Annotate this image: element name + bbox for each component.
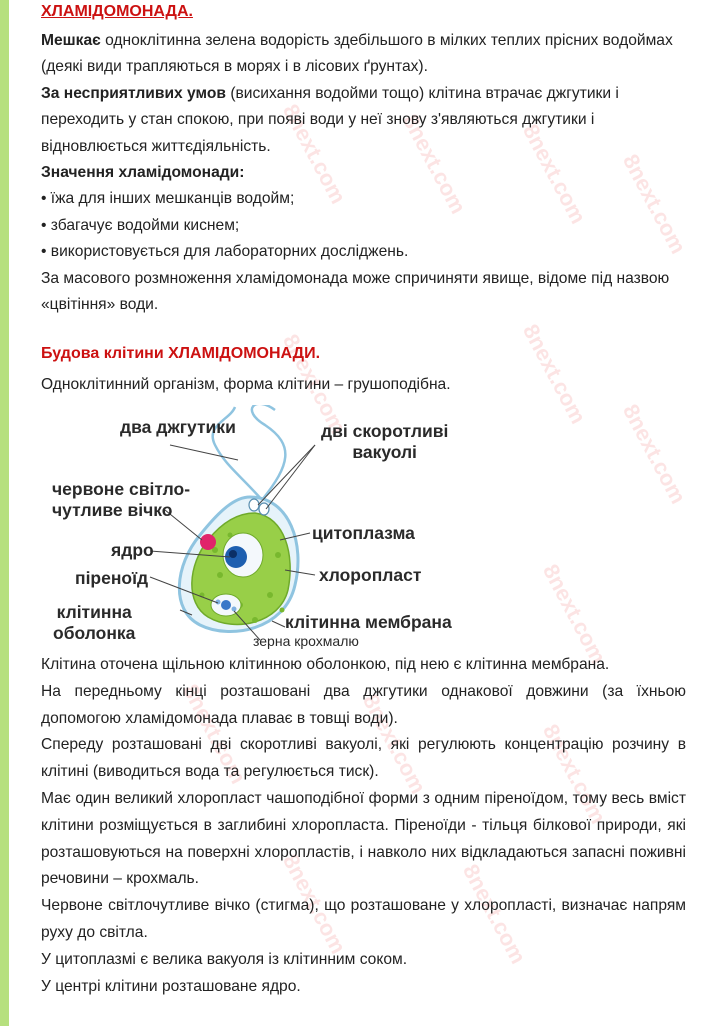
watermark: 8next.com [517, 120, 592, 228]
structure-description [41, 652, 686, 1000]
intro-section [41, 28, 686, 318]
watermark: 8next.com [537, 560, 612, 668]
watermark: 8next.com [177, 680, 252, 788]
flagellum-1 [252, 405, 285, 500]
label-flagella: два джгутики [120, 417, 236, 437]
label-pyrenoid: піреноїд [75, 568, 149, 588]
chlamydomonas-diagram [40, 405, 480, 655]
starch-grain [221, 600, 231, 610]
label-eyespot: червоне світло- чутливе вічко [52, 479, 191, 520]
list-item: • використовується для лабораторних досліджень. [41, 243, 409, 261]
paragraph: У центрі клітини розташоване ядро. [41, 977, 301, 995]
watermark: 8next.com [517, 320, 592, 428]
label-membrane: клітинна мембрана [285, 612, 452, 632]
structure-intro: Одноклітинний організм, форма клітини – грушоподібна. [41, 376, 451, 393]
eyespot [200, 534, 216, 550]
watermark: 8next.com [357, 690, 432, 798]
paragraph: Клітина оточена щільною клітинною оболонкою, під нею є клітинна мембрана. [41, 656, 610, 673]
paragraph: Має один великий хлоропласт чашоподібної форми з одним піреноїдом, тому весь вміст клітини розміщується в заглибині хлоропласта. Піреноїди - тільця білкової природи, які розташовуються на поверхні хлоропластів, і навколо них відкладаються запасні поживні речовини – крохмаль. [41, 789, 686, 888]
structure-title: Будова клітини ХЛАМІДОМОНАДИ. [41, 345, 321, 362]
starch-grain [232, 607, 237, 612]
watermark: 8next.com [277, 330, 352, 438]
habitat-text: одноклітинна зелена водорість здебільшого в мілких теплих прісних водоймах (деякі види трапляються в морях і в лісових ґрунтах). [41, 32, 673, 76]
watermark: 8next.com [617, 400, 692, 508]
paragraph: Спереду розташовані дві скоротливі вакуолі, які регулюють концентрацію розчину в клітині (виводиться вода та регулюється тиск). [41, 736, 686, 781]
nucleolus [229, 550, 237, 558]
label-cell-wall: клітинна оболонка [53, 602, 136, 643]
page-title: ХЛАМІДОМОНАДА. [41, 3, 193, 20]
watermark: 8next.com [457, 860, 532, 968]
contractile-vacuole-1 [249, 499, 259, 511]
list-item: • їжа для інших мешканців водойм; [41, 190, 295, 208]
label-nucleus: ядро [111, 540, 154, 560]
paragraph: Червоне світлочутливе вічко (стигма), що розташоване у хлоропласті, визначає напрям руху до світла. [41, 897, 686, 941]
unfavorable-text: (висихання водойми тощо) клітина втрачає джгутики і переходить у стан спокою, при появі води у неї знову з'являються джгутики і відновлюється життєдіяльність. [41, 84, 619, 155]
significance-heading: Значення хламідомонади: [41, 164, 245, 182]
paragraph: На передньому кінці розташовані два джгутики однакової довжини (за їхньою допомогою хламідомонада плаває в товщі води). [41, 682, 686, 727]
left-accent-bar [0, 0, 9, 1026]
label-starch: зерна крохмалю [253, 633, 359, 649]
watermark: 8next.com [277, 100, 352, 208]
habitat-label: Мешкає [41, 32, 101, 49]
contractile-vacuole-2 [259, 503, 269, 515]
bloom-paragraph: За масового розмноження хламідомонада може спричиняти явище, відоме під назвою «цвітіння» води. [41, 269, 670, 314]
list-item: • збагачує водойми киснем; [41, 216, 240, 234]
watermark: 8next.com [277, 850, 352, 958]
unfavorable-paragraph [41, 81, 686, 160]
unfavorable-label: За несприятливих умов [41, 84, 226, 102]
label-chloroplast: хлоропласт [319, 565, 422, 585]
watermark: 8next.com [617, 150, 692, 258]
label-vacuoles: дві скоротливі вакуолі [321, 421, 449, 462]
watermark: 8next.com [537, 720, 612, 828]
habitat-paragraph [41, 28, 686, 81]
label-cytoplasm: цитоплазма [312, 523, 415, 543]
paragraph: У цитоплазмі є велика вакуоля із клітинним соком. [41, 950, 408, 968]
watermark: 8next.com [397, 110, 472, 218]
